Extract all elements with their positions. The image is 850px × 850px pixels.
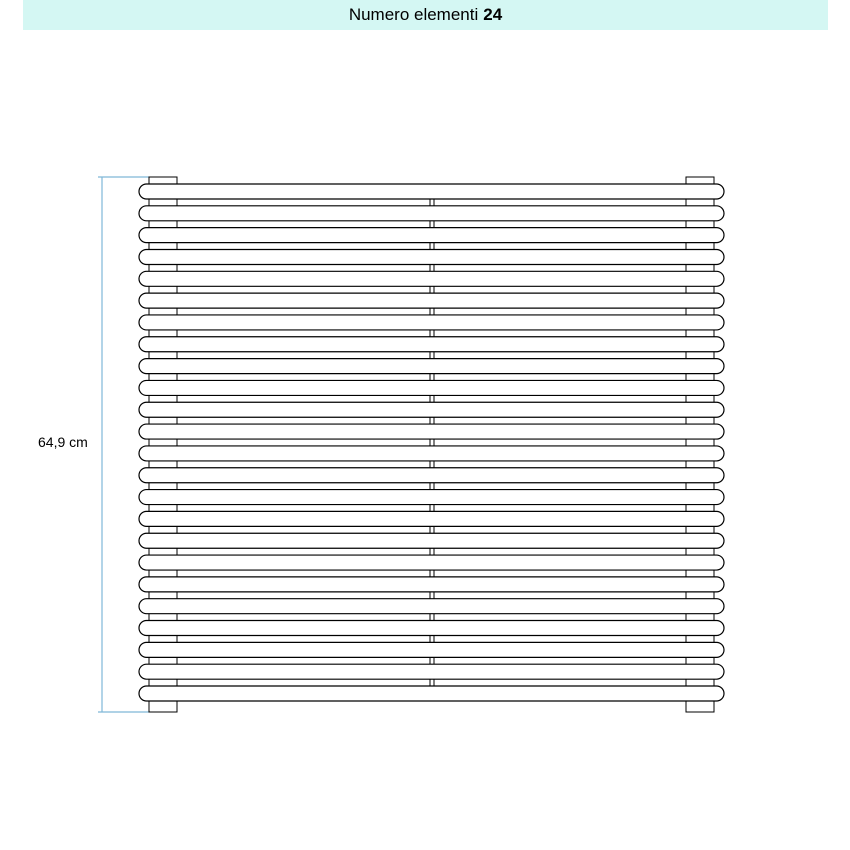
radiator-tube [139, 664, 724, 679]
radiator-tube [139, 577, 724, 592]
radiator-tube [139, 424, 724, 439]
radiator-tube [139, 206, 724, 221]
radiator-tube [139, 337, 724, 352]
radiator-tube [139, 402, 724, 417]
radiator-tube [139, 446, 724, 461]
element-count: 24 [483, 5, 503, 24]
radiator-tube [139, 468, 724, 483]
radiator-tube [139, 599, 724, 614]
radiator-tube [139, 555, 724, 570]
radiator-tube [139, 686, 724, 701]
radiator-tube [139, 228, 724, 243]
header-label: Numero elementi [348, 5, 479, 24]
radiator-tube [139, 293, 724, 308]
radiator [139, 177, 724, 712]
radiator-tube [139, 380, 724, 395]
height-dimension-label: 64,9 cm [38, 434, 88, 450]
radiator-tube [139, 511, 724, 526]
radiator-tube [139, 315, 724, 330]
radiator-tube [139, 490, 724, 505]
radiator-tube [139, 249, 724, 264]
radiator-tube [139, 621, 724, 636]
radiator-tube [139, 359, 724, 374]
radiator-tube [139, 184, 724, 199]
radiator-tube [139, 271, 724, 286]
radiator-tube [139, 642, 724, 657]
radiator-tube [139, 533, 724, 548]
